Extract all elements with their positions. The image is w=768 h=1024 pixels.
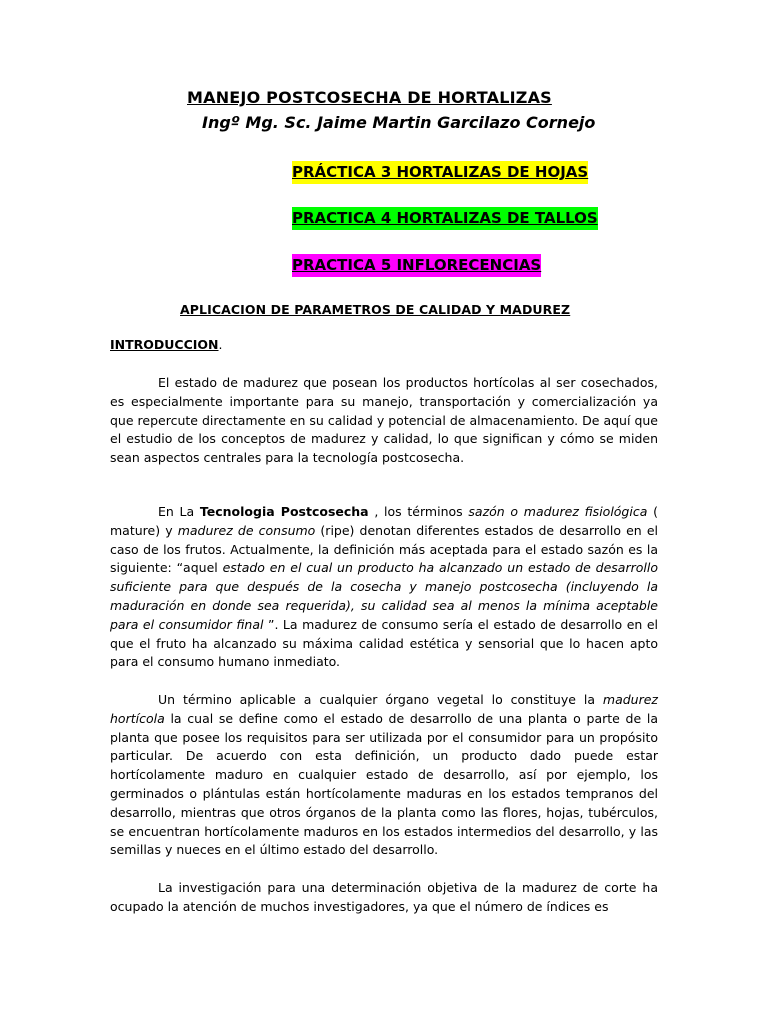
- practice-5-label: PRACTICA 5 INFLORECENCIAS: [292, 256, 542, 274]
- p3-text-1: Un término aplicable a cualquier órgano vegetal lo constituye la: [158, 692, 603, 707]
- practice-3-heading: [292, 161, 588, 184]
- practice-4-heading: [292, 207, 598, 230]
- document-title: MANEJO POSTCOSECHA DE HORTALIZAS: [187, 88, 552, 107]
- practice-5-heading: [292, 254, 541, 277]
- p2-text-4: (ripe) denotan diferentes estados de desarrollo en el caso de los frutos. Actualmente, la definición más aceptada para el estado sazón es la siguiente: “aquel: [110, 522, 658, 576]
- practice-3-label: PRÁCTICA 3 HORTALIZAS DE HOJAS: [292, 163, 589, 181]
- p2-text-5: ”. La madurez de consumo sería el estado de desarrollo en el que el fruto ha alcanzado su máxima calidad estética y sensorial que lo hacen apto para el consumo humano inmediato.: [110, 616, 658, 670]
- section-subtitle: APLICACION DE PARAMETROS DE CALIDAD Y MADUREZ: [180, 302, 571, 317]
- p2-text-3: ( mature) y: [110, 504, 658, 538]
- section-heading-punct: .: [218, 337, 223, 352]
- p2-italic-2: madurez de consumo: [177, 522, 316, 538]
- section-heading-text: INTRODUCCION: [110, 337, 219, 352]
- paragraph-4: La investigación para una determinación objetiva de la madurez de corte ha ocupado la atención de muchos investigadores, ya que el número de índices es: [110, 880, 658, 914]
- practice-4-label: PRACTICA 4 HORTALIZAS DE TALLOS: [292, 209, 598, 227]
- paragraph-3: [110, 691, 658, 860]
- paragraph-2: [110, 503, 658, 672]
- p2-italic-3: estado en el cual un producto ha alcanzado un estado de desarrollo suficiente para que después de la cosecha y manejo postcosecha (incluyendo la maduración en donde sea requerida), su calidad sea al menos la mínima aceptable para el consumidor final: [110, 560, 658, 632]
- p2-text-1: En La: [158, 504, 200, 519]
- p2-bold-term: Tecnologia Postcosecha: [199, 504, 369, 519]
- section-heading: [110, 337, 223, 352]
- paragraph-1: El estado de madurez que posean los productos hortícolas al ser cosechados, es especialmente importante para su manejo, transportación y comercialización ya que repercute directamente en su calidad y potencial de almacenamiento. De aquí que el estudio de los conceptos de madurez y calidad, lo que significan y cómo se miden sean aspectos centrales para la tecnología postcosecha.: [110, 375, 658, 466]
- p2-italic-1: sazón o madurez fisiológica: [468, 504, 648, 519]
- author-line: Ingº Mg. Sc. Jaime Martin Garcilazo Cornejo: [202, 113, 596, 132]
- p3-italic-1: madurez hortícola: [110, 692, 658, 726]
- p2-text-2: , los términos: [368, 504, 469, 519]
- p3-text-2: la cual se define como el estado de desarrollo de una planta o parte de la planta que posee los requisitos para ser utilizada por el consumidor para un propósito particular. De acuerdo con esta definición, un producto dado puede estar hortícolamente maduro en cualquier estado de desarrollo, así por ejemplo, los germinados o plántulas están hortícolamente maduras en los estados tempranos del desarrollo, mientras que otros órganos de la planta como las flores, hojas, tubérculos, se encuentran hortícolamente maduros en los estados intermedios del desarrollo, y las semillas y nueces en el último estado del desarrollo.: [110, 710, 658, 858]
